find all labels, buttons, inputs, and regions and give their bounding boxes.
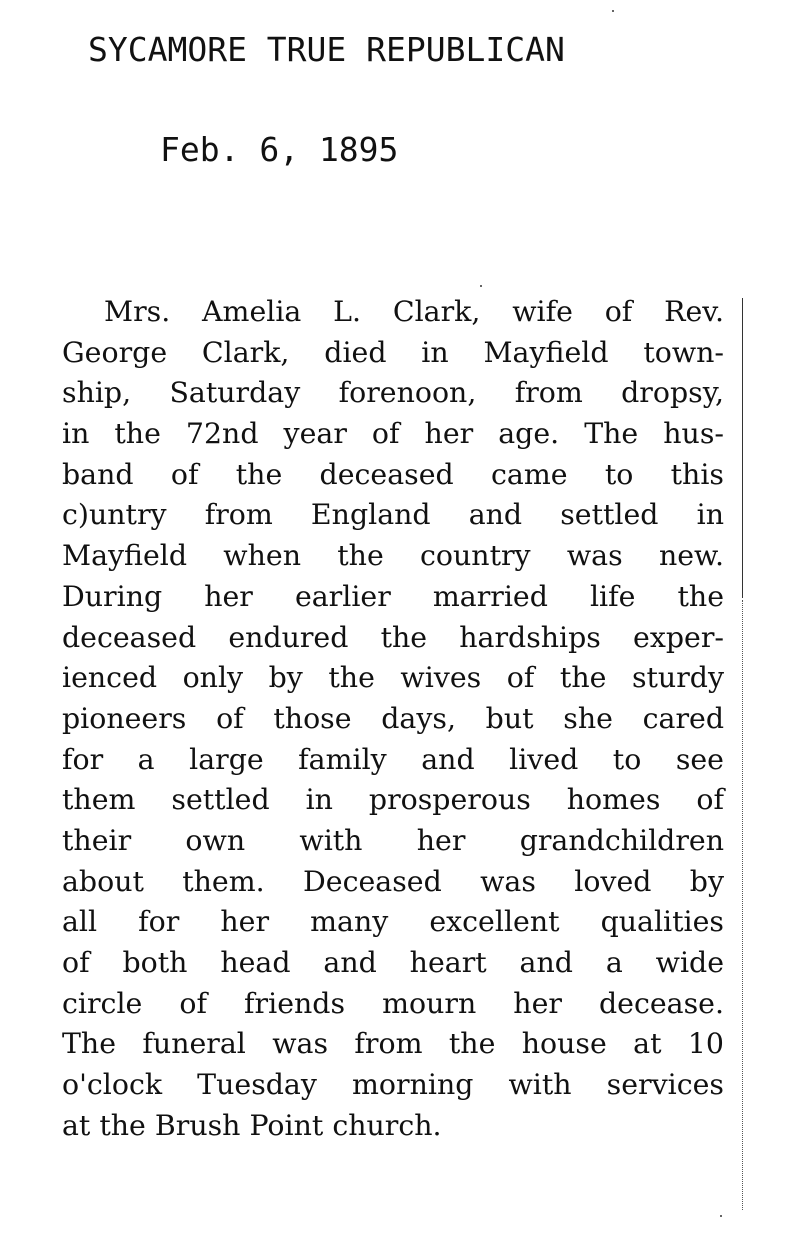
article-line: for a large family and lived to see	[62, 742, 724, 776]
article-line: Mrs. Amelia L. Clark, wife of Rev.	[104, 295, 724, 328]
article-line: in the 72nd year of her age. The hus-	[62, 417, 724, 451]
article-line: about them. Deceased was loved by	[62, 864, 724, 898]
article-line: them settled in prosperous homes of	[62, 783, 724, 817]
publication-date: Feb. 6, 1895	[160, 130, 399, 169]
article-line: ienced only by the wives of the sturdy	[62, 661, 724, 695]
article-line: of both head and heart and a wide	[62, 946, 724, 979]
article-line: Mayfield when the country was new.	[62, 539, 724, 573]
column-rule-faded	[742, 600, 743, 1210]
article-line: deceased endured the hardships exper-	[62, 620, 724, 654]
article-line: ship, Saturday forenoon, from dropsy,	[62, 376, 724, 410]
article-line: their own with her grandchildren	[62, 823, 724, 857]
article-line: c)untry from England and settled in	[62, 498, 724, 532]
article-line: all for her many excellent qualities	[62, 905, 724, 939]
obituary-article	[62, 292, 724, 1146]
article-line: at the Brush Point church.	[62, 1108, 442, 1142]
article-line: circle of friends mourn her decease.	[62, 986, 724, 1020]
article-line: During her earlier married life the	[62, 579, 724, 613]
print-speck	[480, 285, 482, 287]
article-line: pioneers of those days, but she cared	[62, 701, 724, 735]
print-speck	[612, 10, 614, 12]
print-speck	[720, 1215, 722, 1217]
article-line: The funeral was from the house at 10	[62, 1027, 724, 1061]
article-line: George Clark, died in Mayfield town-	[62, 335, 724, 369]
article-line: band of the deceased came to this	[62, 457, 724, 491]
column-rule	[742, 298, 743, 598]
newspaper-title: SYCAMORE TRUE REPUBLICAN	[88, 30, 565, 69]
article-line: o'clock Tuesday morning with services	[62, 1068, 724, 1102]
